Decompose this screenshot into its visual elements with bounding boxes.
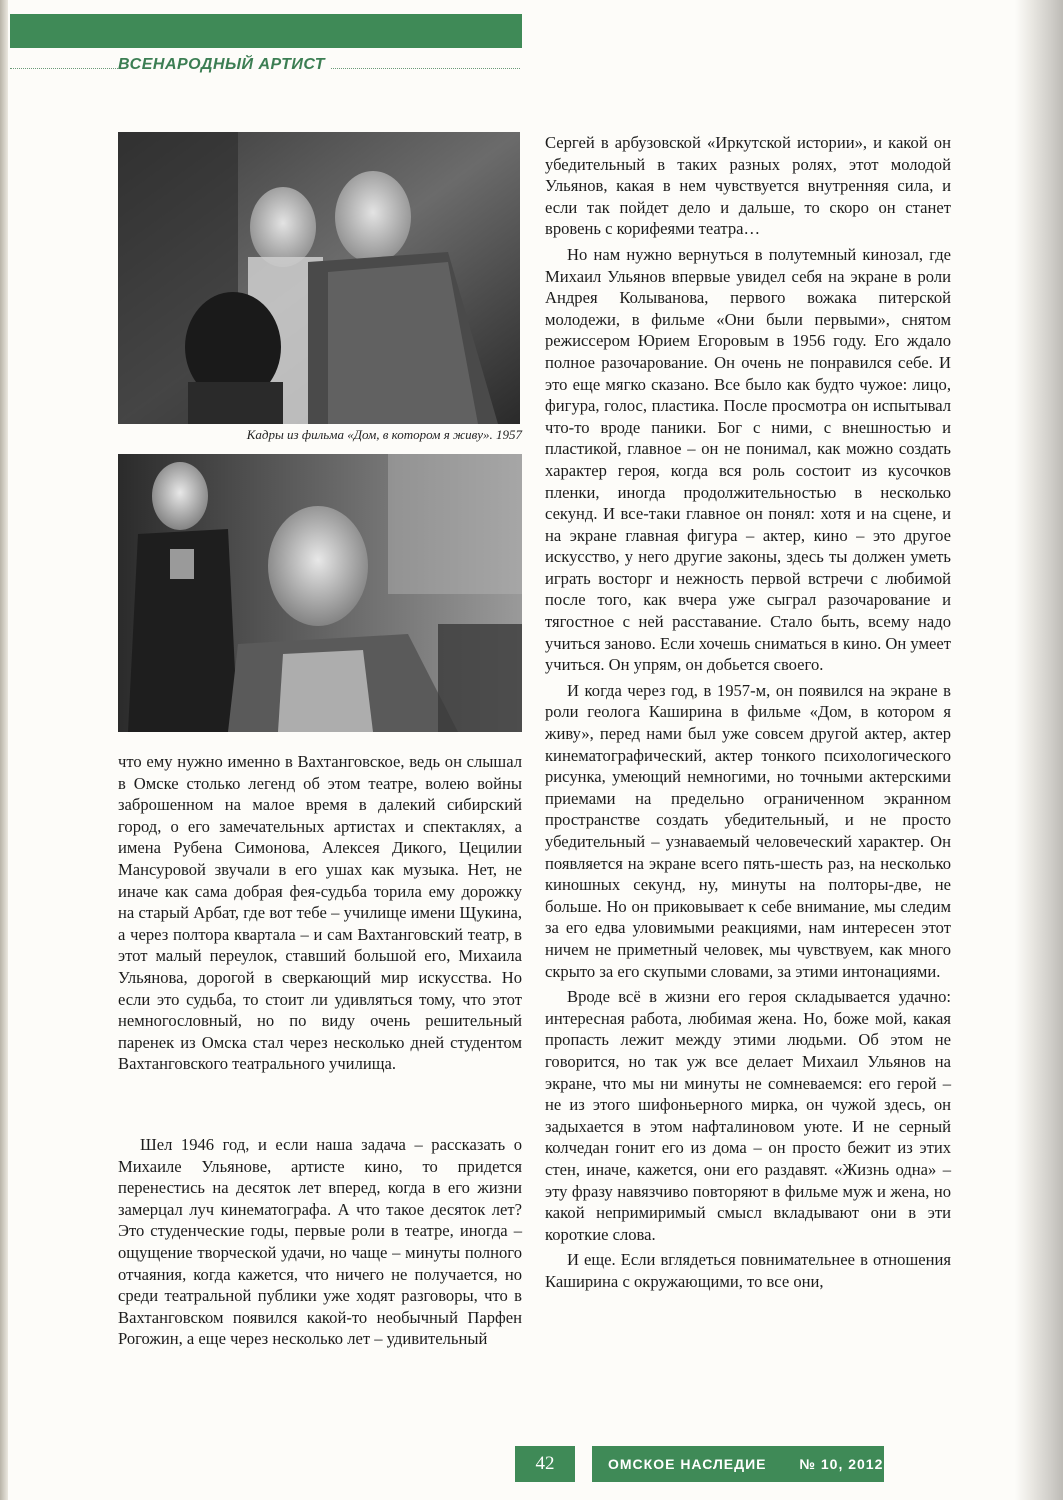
film-still-1-image bbox=[118, 132, 520, 424]
paragraph: И когда через год, в 1957-м, он появился на экране в роли геолога Каширина в фильме «Дом, в котором я живу», перед нами был уже совсем другой актер, актер кинематографический, актер тонкого психологического рисунка, умеющий немногими, но точными актерскими приемами на предельно ограниченном экранном пространстве создать убедительный, и не просто убедительный – узнаваемый человеческий характер. Он появляется на экране всего пять-шесть раз, на несколько киношных секунд, ну, минуты на полторы-две, не больше. Но он приковывает к себе внимание, мы следим за его едва уловимыми реакциями, нам интересен этот ничем не приметный человек, мы чувствуем, как много скрыто за его скупыми словами, за этими интонациями. bbox=[545, 680, 951, 981]
page-number: 42 bbox=[515, 1446, 575, 1482]
paragraph: Шел 1946 год, и если наша задача – рассказать о Михаиле Ульянове, артисте кино, то придется перенестись на десяток лет вперед, когда в его жизни замерцал луч кинематографа. А что такое десяток лет? Это студенческие годы, первые роли в театре, иногда – ощущение творческой удачи, но чаще – минуты полного отчаяния, когда кажется, что ничего не получается, но среди театральной публики уже ходят разговоры, что в Вахтанговском появился какой-то необычный Парфен Рогожин, а еще через несколько лет – удивительный bbox=[118, 1135, 522, 1349]
paragraph: что ему нужно именно в Вахтанговское, ведь он слышал в Омске столько легенд об этом театре, волею войны заброшенном на малое время в далекий сибирский город, о его замечательных артистах и спектаклях, а имена Рубена Симонова, Алексея Дикого, Цецилии Мансуровой звучали в его ушах как музыка. Нет, не иначе как сама добрая фея-судьба торила ему дорожку на старый Арбат, где вот тебе – училище имени Щукина, а через полтора квартала – и сам Вахтанговский театр, в этот малый переулок, ставший большой его, Михаила Ульянова, дорогой в сверкающий мир искусства. Но если это судьба, то стоит ли удивляться тому, что этот немногословный, но по виду очень решительный паренек из Омска стал через несколько дней студентом Вахтанговского театрального училища. bbox=[118, 752, 522, 1074]
header-bar bbox=[10, 14, 522, 48]
paragraph: Вроде всё в жизни его героя складывается удачно: интересная работа, любимая жена. Но, боже мой, какая пропасть лежит между этими людьми. Об этом не говорится, но так уж все делает Михаил Ульянов на экране, что мы ни минуты не сомневаемся: его герой – не из этого шифоньерного мирка, он чужой здесь, он задыхается в этом нафталиновом уюте. И не серный колчедан гонит его из дома – он просто бежит из этих стен, иначе, кажется, они его раздавят. «Жизнь одна» – эту фразу навязчиво повторяют в фильме муж и жена, но какой непримиримый смысл вкладывают они в эти короткие слова. bbox=[545, 987, 951, 1244]
magazine-footer bbox=[592, 1446, 884, 1482]
magazine-issue: № 10, 2012 bbox=[799, 1456, 884, 1472]
paragraph: Но нам нужно вернуться в полутемный кинозал, где Михаил Ульянов впервые увидел себя на экране в роли Андрея Колыванова, первого вожака питерской молодежи, в фильме «Они были первыми», снятом режиссером Юрием Егоровым в 1956 году. Его ждало полное разочарование. Он очень не понравился себе. И это еще мягко сказано. Все было как будто чужое: лицо, фигура, голос, пластика. После просмотра он испытывал что-то вроде паники. Бог с ними, с внешностью и пластикой, главное – он не понимал, как можно создать характер героя, когда вся роль состоит из кусочков пленки, иногда продолжительностью в несколько секунд. И все-таки главное он понял: хотя и на сцене, и на экране главная фигура – актер, кино – это другое искусство, у него другие законы, здесь ты должен уметь играть восторг и нежность первой встречи с любимой после того, как вчера уже сыграл разочарование и тягостное с ней расставание. Стало быть, всему надо учиться заново. Если хочешь сниматься в кино. Он умеет учиться. Он упрям, он добьется своего. bbox=[545, 244, 951, 675]
film-still-2-image bbox=[118, 454, 522, 732]
film-still-1 bbox=[118, 132, 520, 424]
film-still-2 bbox=[118, 454, 522, 732]
section-title: ВСЕНАРОДНЫЙ АРТИСТ bbox=[118, 56, 331, 74]
article-column-right bbox=[545, 132, 951, 1292]
page-gutter bbox=[0, 0, 8, 1500]
paragraph: И еще. Если вглядеться повнимательнее в отношения Каширина с окружающими, то все они, bbox=[545, 1250, 951, 1291]
article-column-left-top bbox=[118, 751, 522, 1075]
magazine-name: ОМСКОЕ НАСЛЕДИЕ bbox=[608, 1456, 767, 1472]
photo-caption: Кадры из фильма «Дом, в котором я живу». 1957 bbox=[246, 427, 522, 442]
paragraph: Сергей в арбузовской «Иркутской истории», и какой он убедительный в таких разных ролях, этот молодой Ульянов, какая в нем чувствуется внутренняя сила, и если так пойдет дело и дальше, то скоро он станет вровень с корифеями театра… bbox=[545, 133, 951, 239]
article-column-left-bottom bbox=[118, 1134, 522, 1350]
page-fold-shadow bbox=[1015, 0, 1063, 1500]
